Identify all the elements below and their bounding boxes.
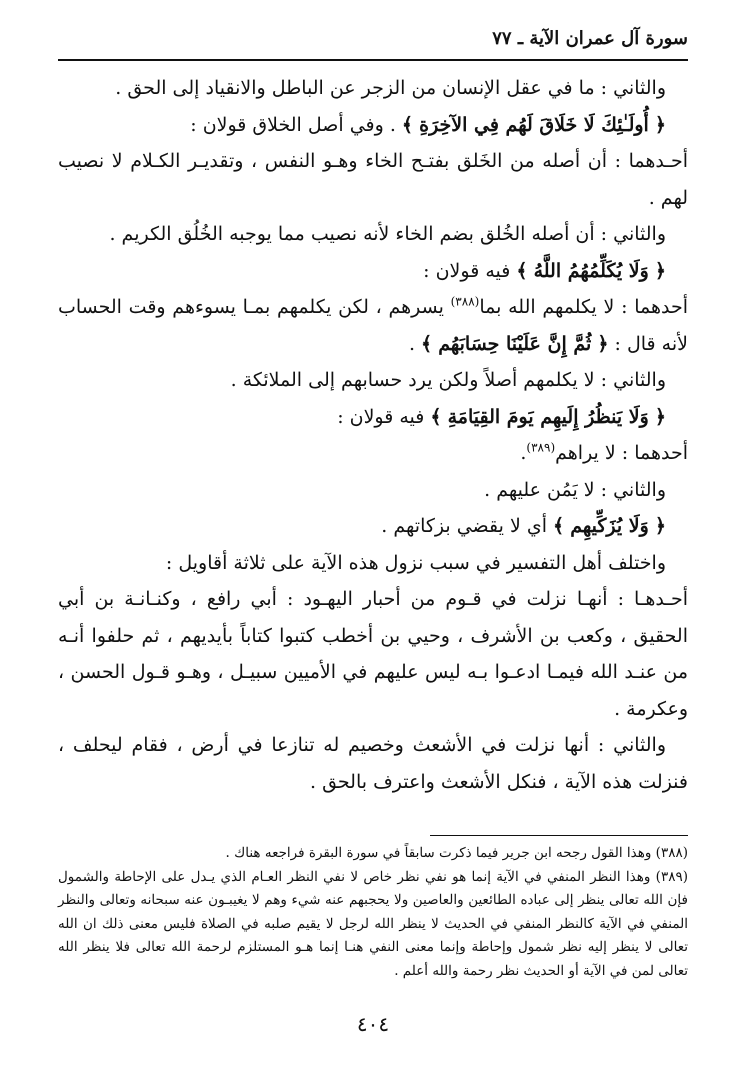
paragraph-verse-khalaq: ﴿ أُولَـٰئِكَ لَا خَلَاقَ لَهُم فِي الآخِرَةِ ﴾ . وفي أصل الخلاق قولان : bbox=[190, 113, 666, 136]
verse-close-bracket: ﴾ bbox=[553, 515, 565, 537]
verse-open-bracket: ﴿ bbox=[654, 515, 666, 537]
header-rule bbox=[58, 59, 688, 61]
paragraph-verse-yukallimuhum: ﴿ وَلَا يُكَلِّمُهُمُ اللَّهُ ﴾ فيه قولان : bbox=[423, 259, 666, 282]
verse-close-bracket: ﴾ bbox=[421, 332, 433, 355]
paragraph-second-cause: والثاني : أنها نزلت في الأشعث وخصيم له تنازعا في أرض ، فقام ليحلف ، فنزلت هذه الآية ، فنكل الأشعث واعترف بالحق . bbox=[58, 734, 688, 793]
footnotes bbox=[58, 842, 688, 984]
verse-open-bracket: ﴿ bbox=[654, 405, 666, 428]
paragraph-second-sight: والثاني : لا يَمُن عليهم . bbox=[484, 478, 666, 501]
footnote-389: (٣٨٩) وهذا النظر المنفي في الآية إنما هو نفي نظر خاص لا نفي النظر العـام الذي يـدل على الإحاطة والشمول فإن الله تعالى ينظر إلى عباده الطائعين والعاصين ولا يحجبهم عنه شيء وهم لا يغيبـون عنه سبحانه وتعالى والنظر المنفي في الآية كالنظر المنفي في الحديث لا ينظر الله لرجل لا يقيم صلبه في الصلاة فليس معنى ذلك ان الله تعالى لا ينظر إليه نظر شمول وإحاطة وإنما معنى النفي هنـا إنما هـو المستلزم لرحمة الله تعالى فلا ينظر الله تعالى لمن في الآية أو الحديث نظر رحمة والله أعلم . bbox=[58, 868, 688, 979]
running-title: سورة آل عمران الآية ـ ٧٧ bbox=[492, 28, 688, 49]
verse-open-bracket: ﴿ bbox=[654, 113, 666, 136]
footnote-388: (٣٨٨) وهذا القول رجحه ابن جرير فيما ذكرت سابقاً في سورة البقرة فراجعه هناك . bbox=[225, 845, 688, 861]
quran-verse: أُولَـٰئِكَ لَا خَلَاقَ لَهُم فِي الآخِرَةِ bbox=[419, 113, 649, 136]
quran-verse: ثُمَّ إِنَّ عَلَيْنَا حِسَابَهُم bbox=[438, 332, 592, 355]
paragraph-verse-yanzuru: ﴿ وَلَا يَنظُرُ إِلَيهِم يَومَ القِيَامَةِ ﴾ فيه قولان : bbox=[337, 405, 666, 428]
paragraph-first-sight: أحدهما : لا يراهم$^{(٣٨٩)}$. bbox=[520, 440, 688, 464]
footnote-ref-388: (٣٨٨) bbox=[450, 294, 480, 309]
verse-close-bracket: ﴾ bbox=[430, 405, 442, 428]
paragraph-second-meaning: والثاني : ما في عقل الإنسان من الزجر عن الباطل والانقياد إلى الحق . bbox=[115, 77, 666, 99]
quran-verse: وَلَا يُزَكِّيهِم bbox=[570, 515, 649, 537]
paragraph-first-speech: أحدهما : لا يكلمهم الله بما$^{(٣٨٨)}$ يسرهم ، لكن يكلمهم بمـا يسوءهم وقت الحساب لأنه قال : ﴿ ثُمَّ إِنَّ عَلَيْنَا حِسَابَهُم ﴾ . bbox=[58, 294, 688, 355]
paragraph-first-khalaq: أحـدهما : أن أصله من الخَلق بفتـح الخاء وهـو النفس ، وتقديـر الكـلام لا نصيب لهم . bbox=[58, 150, 688, 209]
paragraph-first-cause: أحـدهـا : أنهـا نزلت في قـوم من أحبار اليهـود : أبي رافع ، وكنـانـة بن أبي الحقيق ، وكعب بن الأشرف ، وحيي بن أخطب كتبوا كتاباً بأيديهم ، ثم حلفوا أنـه من عنـد الله فيمـا ادعـوا بـه ليس عليهم في الأميين سبيـل ، وهـو قـول الحسن ، وعكرمة . bbox=[58, 588, 688, 720]
paragraph-second-speech: والثاني : لا يكلمهم أصلاً ولكن يرد حسابهم إلى الملائكة . bbox=[230, 369, 666, 391]
footnote-rule bbox=[430, 835, 688, 836]
verse-open-bracket: ﴿ bbox=[654, 259, 666, 282]
page-number: ٤٠٤ bbox=[356, 1012, 390, 1036]
paragraph-verse-yuzakkihim: ﴿ وَلَا يُزَكِّيهِم ﴾ أي لا يقضي بزكاتهم . bbox=[381, 515, 666, 537]
paragraph-second-khalaq: والثاني : أن أصله الخُلق بضم الخاء لأنه نصيب مما يوجبه الخُلُق الكريم . bbox=[109, 223, 666, 245]
verse-close-bracket: ﴾ bbox=[516, 259, 528, 282]
quran-verse: وَلَا يَنظُرُ إِلَيهِم يَومَ القِيَامَةِ bbox=[447, 405, 649, 428]
main-text bbox=[58, 70, 688, 800]
page-header bbox=[58, 28, 688, 56]
paragraph-revelation-intro: واختلف أهل التفسير في سبب نزول هذه الآية على ثلاثة أقاويل : bbox=[165, 551, 666, 574]
verse-open-bracket: ﴿ bbox=[597, 332, 609, 355]
footnote-ref-389: (٣٨٩) bbox=[526, 440, 556, 455]
verse-close-bracket: ﴾ bbox=[401, 113, 414, 136]
quran-verse: وَلَا يُكَلِّمُهُمُ اللَّهُ bbox=[533, 259, 649, 282]
